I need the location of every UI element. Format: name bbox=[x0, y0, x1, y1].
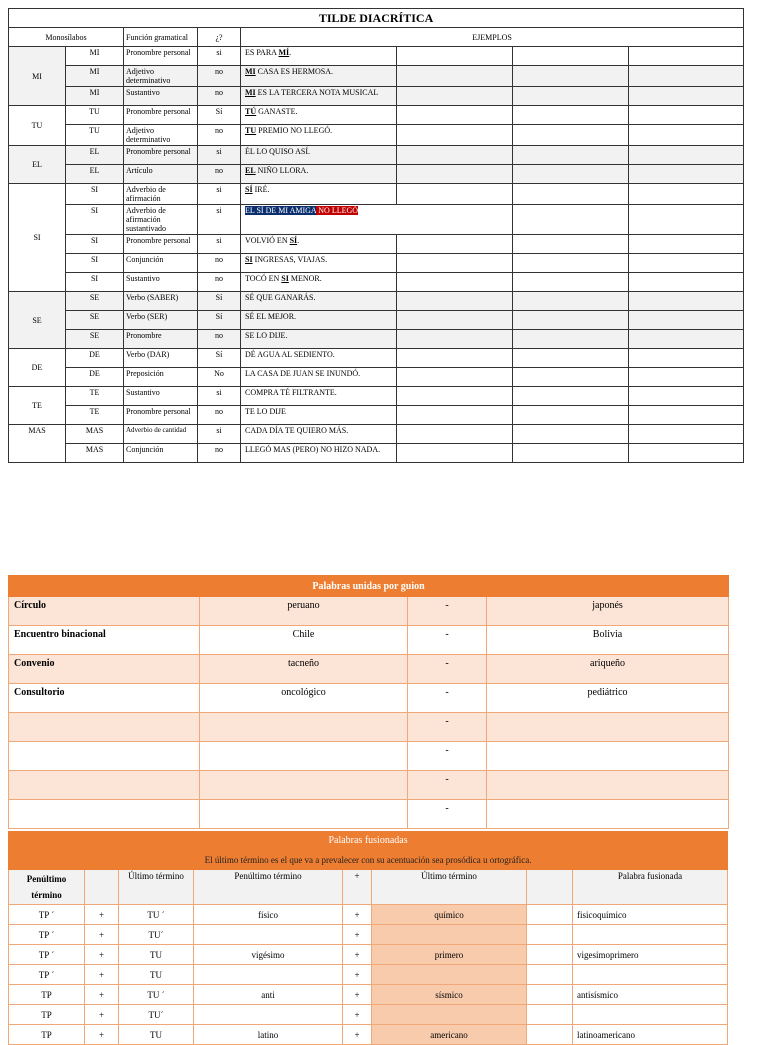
function-cell: Adverbio de cantidad bbox=[124, 425, 198, 444]
tilde-cell: Sí bbox=[198, 106, 241, 125]
table-row bbox=[9, 985, 728, 1005]
fusionada-cell: latinoamericano bbox=[573, 1025, 728, 1045]
group-mi: MI bbox=[9, 47, 66, 106]
tilde-cell: si bbox=[198, 184, 241, 205]
tilde-cell: si bbox=[198, 146, 241, 165]
tilde-cell: Sí bbox=[198, 292, 241, 311]
example-cell: SÍ IRÉ. bbox=[241, 184, 397, 205]
penultimo-cell: latino bbox=[194, 1025, 343, 1045]
word-cell: MAS bbox=[66, 425, 124, 444]
function-cell: Pronombre personal bbox=[124, 47, 198, 66]
fusionada-cell bbox=[573, 925, 728, 945]
group-si: SI bbox=[9, 184, 66, 292]
example-cell: SE LO DIJE. bbox=[241, 330, 397, 349]
tu-cell: TU ´ bbox=[119, 985, 194, 1005]
tilde-cell: Sí bbox=[198, 311, 241, 330]
hyphen: - bbox=[408, 597, 487, 626]
ultimo-cell bbox=[372, 925, 527, 945]
tp-cell: TP bbox=[9, 1025, 85, 1045]
row-label bbox=[9, 713, 200, 742]
penultimo-cell: vigésimo bbox=[194, 945, 343, 965]
function-cell: Pronombre personal bbox=[124, 106, 198, 125]
tp-cell: TP bbox=[9, 985, 85, 1005]
hyphen: - bbox=[408, 800, 487, 829]
tilde-cell: no bbox=[198, 330, 241, 349]
word-cell: SI bbox=[66, 184, 124, 205]
word-cell: TE bbox=[66, 406, 124, 425]
table-title: TILDE DIACRÍTICA bbox=[9, 9, 744, 28]
tu-cell: TU´ bbox=[119, 925, 194, 945]
word-cell: SE bbox=[66, 330, 124, 349]
plus-cell: + bbox=[343, 1025, 372, 1045]
table-row bbox=[9, 965, 728, 985]
second-term bbox=[487, 771, 729, 800]
penultimo-cell: anti bbox=[194, 985, 343, 1005]
header-penultimo: Penúltimo término bbox=[9, 870, 85, 905]
word-cell: MAS bbox=[66, 444, 124, 463]
second-term bbox=[487, 742, 729, 771]
tilde-cell: si bbox=[198, 425, 241, 444]
header-ultimo: Último término bbox=[119, 870, 194, 905]
table-row bbox=[9, 1025, 728, 1045]
tilde-cell: no bbox=[198, 444, 241, 463]
plus-cell: + bbox=[343, 905, 372, 925]
word-cell: TU bbox=[66, 125, 124, 146]
table-row bbox=[9, 626, 729, 655]
tilde-cell: si bbox=[198, 205, 241, 235]
function-cell: Verbo (SER) bbox=[124, 311, 198, 330]
plus-cell: + bbox=[85, 985, 119, 1005]
second-term: Bolivia bbox=[487, 626, 729, 655]
penultimo-cell bbox=[194, 1005, 343, 1025]
ultimo-cell: americano bbox=[372, 1025, 527, 1045]
fusionada-cell: antisísmico bbox=[573, 985, 728, 1005]
word-cell: SI bbox=[66, 273, 124, 292]
example-cell: SÉ QUE GANARÁS. bbox=[241, 292, 397, 311]
plus-cell: + bbox=[85, 965, 119, 985]
second-term bbox=[487, 800, 729, 829]
table-row bbox=[9, 742, 729, 771]
row-label bbox=[9, 771, 200, 800]
word-cell: TU bbox=[66, 106, 124, 125]
example-cell: TE LO DIJE bbox=[241, 406, 397, 425]
ultimo-cell bbox=[372, 965, 527, 985]
table-row bbox=[9, 945, 728, 965]
hyphen: - bbox=[408, 655, 487, 684]
fusion-subtitle: El último término es el que va a prevalecer con su acentuación sea prosódica u ortográfica. bbox=[9, 850, 728, 870]
header-penultimo-2: Penúltimo término bbox=[194, 870, 343, 905]
function-cell: Sustantivo bbox=[124, 387, 198, 406]
example-cell: MI ES LA TERCERA NOTA MUSICAL bbox=[241, 87, 397, 106]
function-cell: Adverbio de afirmación sustantivado bbox=[124, 205, 198, 235]
table-row bbox=[9, 800, 729, 829]
word-cell: MI bbox=[66, 47, 124, 66]
plus-cell: + bbox=[343, 945, 372, 965]
tu-cell: TU ´ bbox=[119, 905, 194, 925]
example-cell: DÉ AGUA AL SEDIENTO. bbox=[241, 349, 397, 368]
tu-cell: TU bbox=[119, 965, 194, 985]
hyphen: - bbox=[408, 742, 487, 771]
function-cell: Sustantivo bbox=[124, 87, 198, 106]
plus-cell: + bbox=[343, 985, 372, 1005]
table-row bbox=[9, 925, 728, 945]
plus-cell: + bbox=[85, 1025, 119, 1045]
function-cell: Pronombre bbox=[124, 330, 198, 349]
penultimo-cell bbox=[194, 925, 343, 945]
tilde-diacritica-table bbox=[8, 8, 744, 463]
word-cell: SI bbox=[66, 235, 124, 254]
group-de: DE bbox=[9, 349, 66, 387]
penultimo-cell: físico bbox=[194, 905, 343, 925]
function-cell: Preposición bbox=[124, 368, 198, 387]
example-cell: CADA DÍA TE QUIERO MÁS. bbox=[241, 425, 397, 444]
first-term bbox=[200, 800, 408, 829]
example-cell: VOLVIÓ EN SÍ. bbox=[241, 235, 397, 254]
tilde-cell: No bbox=[198, 368, 241, 387]
tp-cell: TP ´ bbox=[9, 965, 85, 985]
word-cell: MI bbox=[66, 66, 124, 87]
tilde-cell: si bbox=[198, 47, 241, 66]
plus-cell: + bbox=[343, 1005, 372, 1025]
fusionadas-table: Palabras fusionadas El último término es el que va a prevalecer con su acentuación sea prosódica u ortográfica. Penúltimo término Último término Penúltimo término + Último término Palabra fusionada TP ´ + TU ´ físico + químico fisicoquímico TP ´ + TU´ + TP ´ + TU vigésimo + primero vigesimoprimero TP ´ + TU + TP + TU ´ anti + sísmico antisísmico TP + TU´ + TP + TU latino + americano latinoamericano bbox=[8, 831, 728, 1045]
header-fusionada: Palabra fusionada bbox=[573, 870, 728, 905]
function-cell: Conjunción bbox=[124, 254, 198, 273]
function-cell: Adjetivo determinativo bbox=[124, 66, 198, 87]
group-te: TE bbox=[9, 387, 66, 425]
row-label: Círculo bbox=[9, 597, 200, 626]
plus-cell: + bbox=[85, 1005, 119, 1025]
table-row bbox=[9, 905, 728, 925]
example-cell: SÉ EL MEJOR. bbox=[241, 311, 397, 330]
guion-title: Palabras unidas por guion bbox=[9, 576, 729, 597]
penultimo-cell bbox=[194, 965, 343, 985]
plus-cell: + bbox=[85, 925, 119, 945]
example-cell: EL NIÑO LLORA. bbox=[241, 165, 397, 184]
first-term: oncológico bbox=[200, 684, 408, 713]
header-monosilabos: Monosílabos bbox=[9, 28, 124, 47]
table-row bbox=[9, 1005, 728, 1025]
table-row bbox=[9, 684, 729, 713]
first-term: tacneño bbox=[200, 655, 408, 684]
fusionada-cell: fisicoquímico bbox=[573, 905, 728, 925]
group-mas: MAS bbox=[9, 425, 66, 463]
fusion-title: Palabras fusionadas bbox=[9, 832, 728, 850]
fusionada-cell bbox=[573, 965, 728, 985]
word-cell: DE bbox=[66, 349, 124, 368]
function-cell: Conjunción bbox=[124, 444, 198, 463]
second-term: pediátrico bbox=[487, 684, 729, 713]
second-term: japonés bbox=[487, 597, 729, 626]
group-el: EL bbox=[9, 146, 66, 184]
word-cell: DE bbox=[66, 368, 124, 387]
word-cell: EL bbox=[66, 165, 124, 184]
header-ultimo-2: Último término bbox=[372, 870, 527, 905]
word-cell: SE bbox=[66, 292, 124, 311]
fusionada-cell bbox=[573, 1005, 728, 1025]
example-cell: LA CASA DE JUAN SE INUNDÓ. bbox=[241, 368, 397, 387]
example-cell: LLEGÓ MAS (PERO) NO HIZO NADA. bbox=[241, 444, 397, 463]
first-term bbox=[200, 742, 408, 771]
example-cell: TOCÓ EN SI MENOR. bbox=[241, 273, 397, 292]
tu-cell: TU´ bbox=[119, 1005, 194, 1025]
tu-cell: TU bbox=[119, 945, 194, 965]
tu-cell: TU bbox=[119, 1025, 194, 1045]
table-row bbox=[9, 713, 729, 742]
first-term: peruano bbox=[200, 597, 408, 626]
first-term: Chile bbox=[200, 626, 408, 655]
plus-cell: + bbox=[343, 925, 372, 945]
word-cell: SI bbox=[66, 205, 124, 235]
function-cell: Adjetivo determinativo bbox=[124, 125, 198, 146]
ultimo-cell: primero bbox=[372, 945, 527, 965]
second-term: ariqueño bbox=[487, 655, 729, 684]
plus-cell: + bbox=[85, 945, 119, 965]
tilde-cell: Sí bbox=[198, 349, 241, 368]
example-cell: TU PREMIO NO LLEGÓ. bbox=[241, 125, 397, 146]
table-row bbox=[9, 597, 729, 626]
word-cell: MI bbox=[66, 87, 124, 106]
function-cell: Verbo (DAR) bbox=[124, 349, 198, 368]
group-tu: TU bbox=[9, 106, 66, 146]
fusionada-cell: vigesimoprimero bbox=[573, 945, 728, 965]
tp-cell: TP ´ bbox=[9, 925, 85, 945]
first-term bbox=[200, 713, 408, 742]
hyphen: - bbox=[408, 684, 487, 713]
ultimo-cell: sísmico bbox=[372, 985, 527, 1005]
hyphen: - bbox=[408, 626, 487, 655]
tilde-cell: no bbox=[198, 87, 241, 106]
header-tilde: ¿? bbox=[198, 28, 241, 47]
header-funcion: Función gramatical bbox=[124, 28, 198, 47]
table-row bbox=[9, 771, 729, 800]
hyphen: - bbox=[408, 713, 487, 742]
word-cell: SI bbox=[66, 254, 124, 273]
example-cell: SI INGRESAS, VIAJAS. bbox=[241, 254, 397, 273]
word-cell: EL bbox=[66, 146, 124, 165]
row-label bbox=[9, 742, 200, 771]
function-cell: Adverbio de afirmación bbox=[124, 184, 198, 205]
function-cell: Pronombre personal bbox=[124, 146, 198, 165]
second-term bbox=[487, 713, 729, 742]
plus-cell: + bbox=[85, 905, 119, 925]
hyphen: - bbox=[408, 771, 487, 800]
first-term bbox=[200, 771, 408, 800]
tilde-cell: no bbox=[198, 273, 241, 292]
ultimo-cell: químico bbox=[372, 905, 527, 925]
example-cell: TÚ GANASTE. bbox=[241, 106, 397, 125]
tp-cell: TP bbox=[9, 1005, 85, 1025]
tilde-cell: no bbox=[198, 66, 241, 87]
ultimo-cell bbox=[372, 1005, 527, 1025]
row-label: Convenio bbox=[9, 655, 200, 684]
tilde-cell: si bbox=[198, 387, 241, 406]
example-cell: ES PARA MÍ. bbox=[241, 47, 397, 66]
example-cell: ÉL LO QUISO ASÍ. bbox=[241, 146, 397, 165]
tilde-cell: no bbox=[198, 254, 241, 273]
function-cell: Verbo (SABER) bbox=[124, 292, 198, 311]
example-cell: MI CASA ES HERMOSA. bbox=[241, 66, 397, 87]
header-ejemplos: EJEMPLOS bbox=[241, 28, 744, 47]
function-cell: Artículo bbox=[124, 165, 198, 184]
plus-cell: + bbox=[343, 965, 372, 985]
tilde-cell: no bbox=[198, 406, 241, 425]
function-cell: Pronombre personal bbox=[124, 406, 198, 425]
guion-table bbox=[8, 575, 729, 829]
row-label bbox=[9, 800, 200, 829]
tilde-cell: no bbox=[198, 165, 241, 184]
function-cell: Pronombre personal bbox=[124, 235, 198, 254]
row-label: Consultorio bbox=[9, 684, 200, 713]
tilde-cell: no bbox=[198, 125, 241, 146]
word-cell: SE bbox=[66, 311, 124, 330]
tp-cell: TP ´ bbox=[9, 905, 85, 925]
tp-cell: TP ´ bbox=[9, 945, 85, 965]
function-cell: Sustantivo bbox=[124, 273, 198, 292]
example-cell: COMPRA TÉ FILTRANTE. bbox=[241, 387, 397, 406]
example-cell: EL SÍ DE MI AMIGA NO LLEGÓ bbox=[241, 205, 513, 235]
word-cell: TE bbox=[66, 387, 124, 406]
group-se: SE bbox=[9, 292, 66, 349]
row-label: Encuentro binacional bbox=[9, 626, 200, 655]
table-row bbox=[9, 655, 729, 684]
tilde-cell: si bbox=[198, 235, 241, 254]
